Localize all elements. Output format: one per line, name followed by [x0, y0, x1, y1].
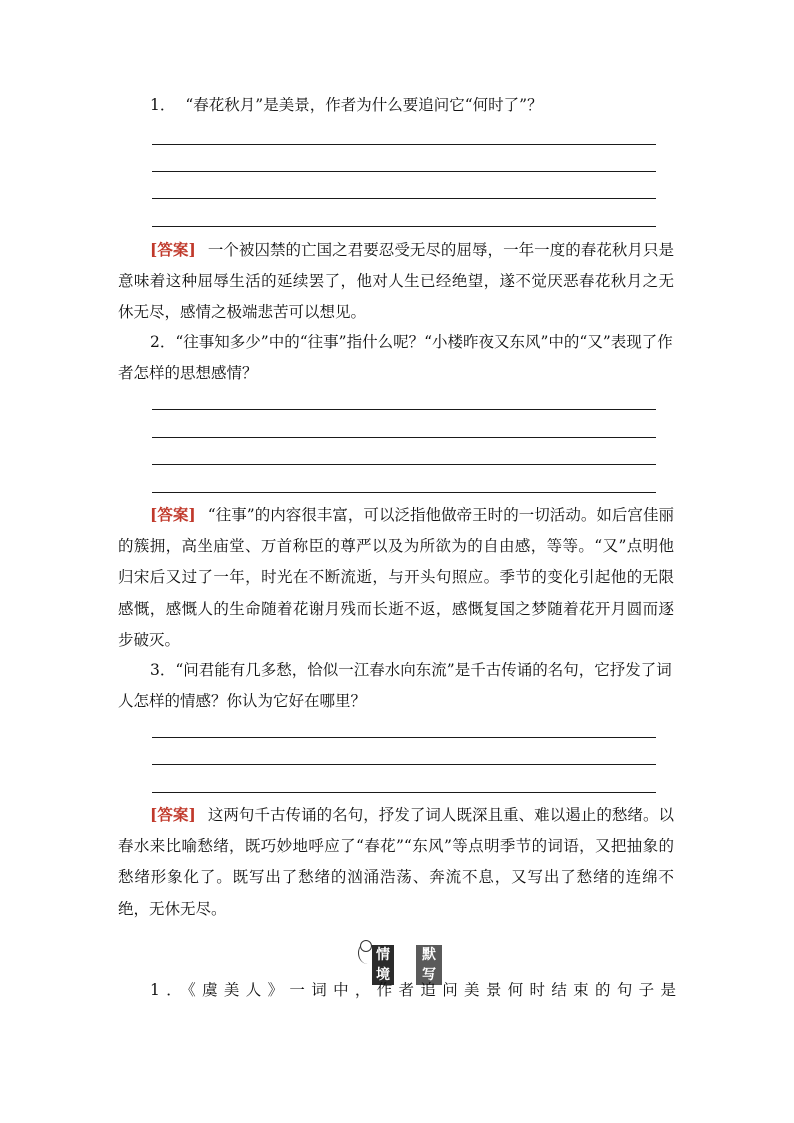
- question-text: ．《虞美人》一词中，作者追问美景何时结束的句子是: [159, 981, 676, 999]
- answer-line: [152, 144, 656, 145]
- question-3: [118, 655, 674, 717]
- answer-line: [152, 492, 656, 493]
- answer-line: [152, 198, 656, 199]
- question-text: “问君能有几多愁，恰似一江春水向东流”是千古传诵的名句，它抒发了词人怎样的情感？你认为它好在哪里？: [118, 661, 672, 710]
- question-1: [150, 90, 543, 121]
- answer-text: 一个被囚禁的亡国之君要忍受无尽的屈辱，一年一度的春花秋月只是意味着这种屈辱生活的延续罢了，他对人生已经绝望，遂不觉厌恶春花秋月之无休无尽，感情之极端悲苦可以想见。: [118, 241, 674, 322]
- answer-line: [152, 409, 656, 410]
- question-number: 2．: [150, 333, 176, 351]
- answer-line: [152, 792, 656, 793]
- dictation-question-1: [150, 975, 676, 1006]
- question-number: 1: [150, 981, 160, 999]
- answer-2: [118, 499, 674, 656]
- answer-label: [答案]: [150, 505, 196, 524]
- answer-text: 这两句千古传诵的名句，抒发了词人既深且重、难以遏止的愁绪。以春水来比喻愁绪，既巧妙地呼应了“春花”“东风”等点明季节的词语，又把抽象的愁绪形象化了。既写出了愁绪的汹涌浩荡、奔流不息，又写出了愁绪的连绵不绝，无休无尽。: [118, 806, 674, 918]
- answer-line: [152, 437, 656, 438]
- answer-line: [152, 226, 656, 227]
- answer-text: “往事”的内容很丰富，可以泛指他做帝王时的一切活动。如后宫佳丽的簇拥，高坐庙堂、万首称臣的尊严以及为所欲为的自由感，等等。“又”点明他归宋后又过了一年，时光在不断流逝，与开头句照应。季节的变化引起他的无限感慨，感慨人的生命随着花谢月残而长逝不返，感慨复国之梦随着花开月圆而逐步破灭。: [118, 506, 674, 649]
- question-text: “春花秋月”是美景，作者为什么要追问它“何时了”？: [185, 96, 543, 114]
- badge-dot-icon: [360, 940, 372, 952]
- question-text: “往事知多少”中的“往事”指什么呢？“小楼昨夜又东风”中的“又”表现了作者怎样的思想感情？: [118, 333, 673, 382]
- question-number: 1．: [150, 96, 176, 114]
- question-2: [118, 327, 674, 389]
- badge-part-1: 情境: [372, 945, 394, 985]
- answer-line: [152, 737, 656, 738]
- answer-1: [118, 234, 674, 329]
- answer-3: [118, 799, 674, 925]
- question-number: 3．: [150, 661, 176, 679]
- answer-line: [152, 464, 656, 465]
- badge-part-2: 默写: [416, 945, 442, 985]
- answer-line: [152, 764, 656, 765]
- answer-label: [答案]: [150, 240, 196, 259]
- answer-label: [答案]: [150, 805, 196, 824]
- answer-line: [152, 171, 656, 172]
